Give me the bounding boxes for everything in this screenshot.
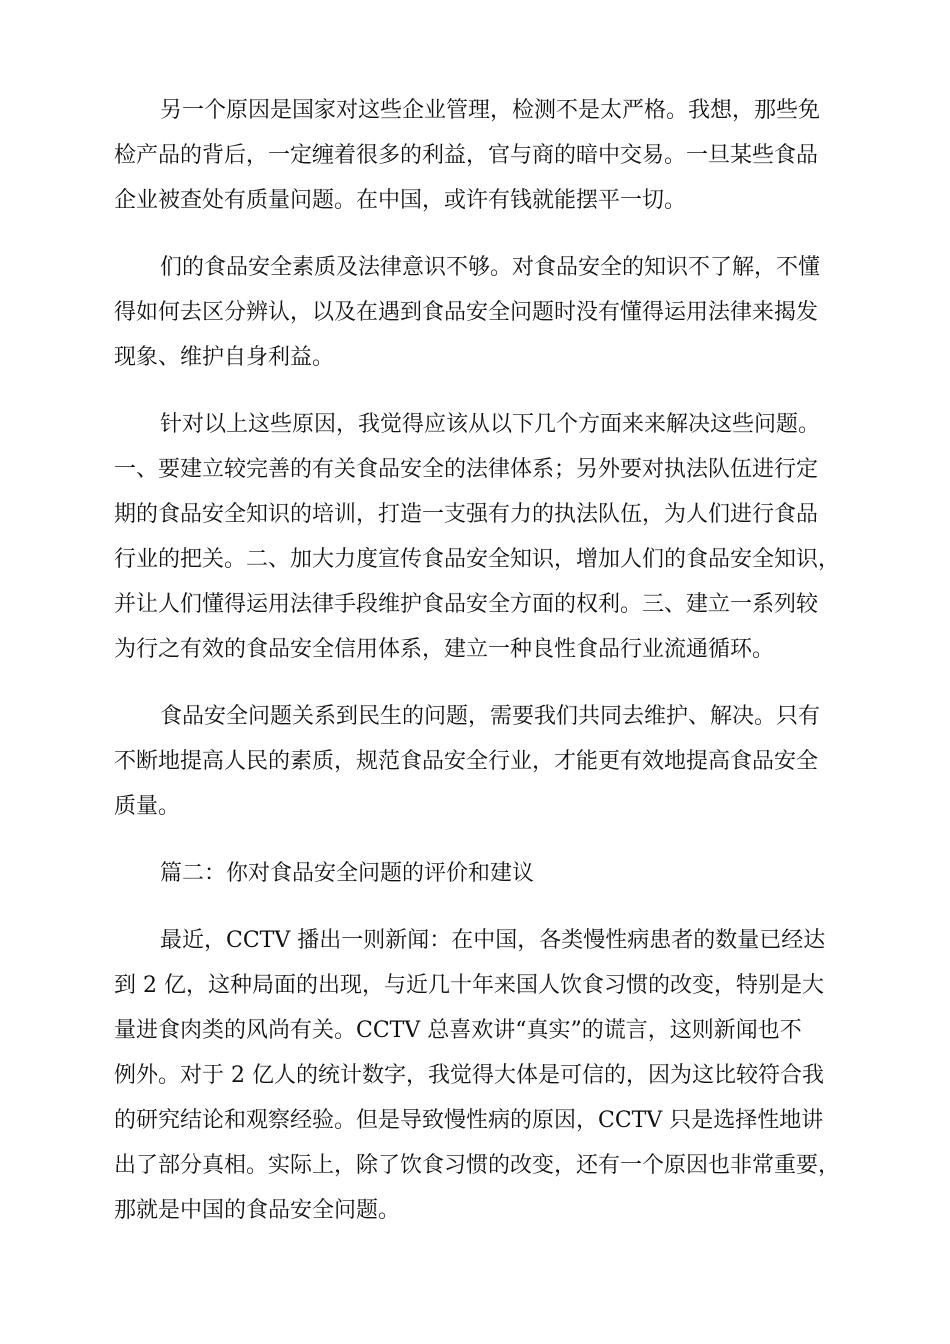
text-line: 最近，CCTV 播出一则新闻：在中国，各类慢性病患者的数量已经达: [160, 928, 826, 953]
paragraph-conclusion: [114, 694, 836, 829]
text-line: 企业被查处有质量问题。在中国，或许有钱就能摆平一切。: [114, 188, 687, 213]
text-line: 出了部分真相。实际上，除了饮食习惯的改变，还有一个原因也非常重要，: [114, 1153, 841, 1178]
text-line: 质量。: [114, 794, 181, 819]
paragraph-legal-awareness: [114, 245, 836, 380]
paragraph-cctv-news: [114, 918, 841, 1233]
section-heading: 篇二：你对食品安全问题的评价和建议: [160, 861, 535, 886]
text-line: 的研究结论和观察经验。但是导致慢性病的原因，CCTV 只是选择性地讲: [114, 1108, 824, 1133]
text-line: 那就是中国的食品安全问题。: [114, 1198, 401, 1223]
text-line: 现象、维护自身利益。: [114, 345, 335, 370]
text-line: 期的食品安全知识的培训，打造一支强有力的执法队伍，为人们进行食品: [114, 502, 819, 527]
text-line: 行业的把关。二、加大力度宣传食品安全知识，增加人们的食品安全知识，: [114, 547, 841, 572]
paragraph-enterprise-management: [114, 88, 836, 223]
text-line: 量进食肉类的风尚有关。CCTV 总喜欢讲“真实”的谎言，这则新闻也不: [114, 1018, 802, 1043]
text-line: 不断地提高人民的素质，规范食品安全行业，才能更有效地提高食品安全: [114, 749, 819, 774]
text-line: 为行之有效的食品安全信用体系，建立一种良性食品行业流通循环。: [114, 637, 775, 662]
paragraph-solutions: [114, 402, 841, 672]
text-line: 得如何去区分辨认，以及在遇到食品安全问题时没有懂得运用法律来揭发: [114, 300, 819, 325]
text-line: 一、要建立较完善的有关食品安全的法律体系；另外要对执法队伍进行定: [114, 457, 819, 482]
text-line: 另一个原因是国家对这些企业管理，检测不是太严格。我想，那些免: [160, 98, 821, 123]
text-line: 检产品的背后，一定缠着很多的利益，官与商的暗中交易。一旦某些食品: [114, 143, 819, 168]
text-line: 针对以上这些原因，我觉得应该从以下几个方面来来解决这些问题。: [160, 412, 821, 437]
text-line: 并让人们懂得运用法律手段维护食品安全方面的权利。三、建立一系列较: [114, 592, 819, 617]
text-line: 到 2 亿，这种局面的出现，与近几十年来国人饮食习惯的改变，特别是大: [114, 973, 824, 998]
document-page: [114, 88, 841, 1233]
text-line: 们的食品安全素质及法律意识不够。对食品安全的知识不了解，不懂: [160, 255, 821, 280]
text-line: 例外。对于 2 亿人的统计数字，我觉得大体是可信的，因为这比较符合我: [114, 1063, 824, 1088]
text-line: 食品安全问题关系到民生的问题，需要我们共同去维护、解决。只有: [160, 704, 821, 729]
